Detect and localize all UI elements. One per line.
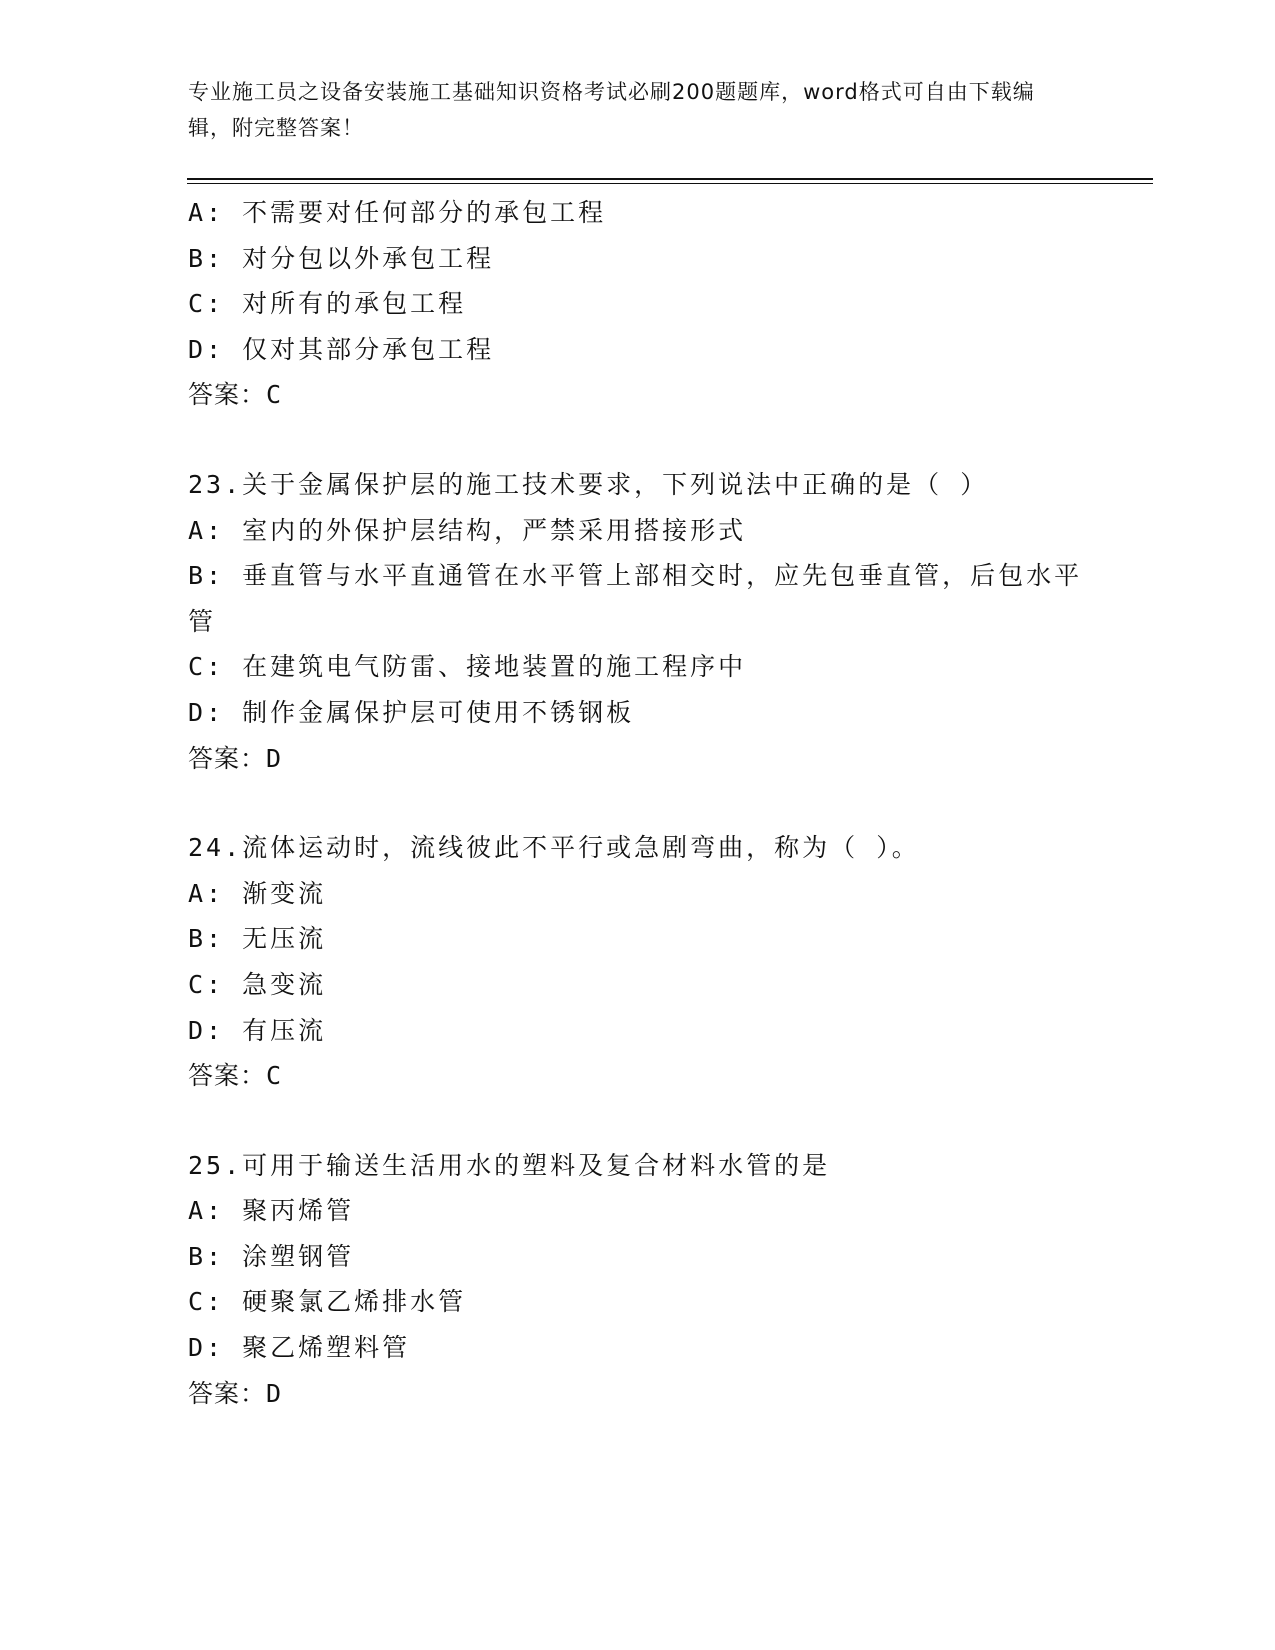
- option-a: [188, 1188, 1088, 1234]
- option-c: [188, 1279, 1088, 1325]
- option-letter: B:: [188, 1241, 225, 1271]
- answer-label: 答案：: [188, 1378, 267, 1408]
- option-a: [188, 508, 1088, 554]
- option-letter: D:: [188, 1015, 225, 1045]
- option-letter: C:: [188, 652, 225, 682]
- question-22: [188, 190, 1088, 418]
- option-letter: D:: [188, 334, 225, 364]
- document-header: 专业施工员之设备安装施工基础知识资格考试必刷200题题库，word格式可自由下载编辑，附完整答案！: [188, 80, 1035, 140]
- option-text: 不需要对任何部分的承包工程: [242, 198, 607, 227]
- question-23: [188, 462, 1088, 781]
- answer-line: [188, 1053, 1088, 1099]
- option-letter: A:: [188, 878, 225, 908]
- option-letter: C:: [188, 289, 225, 319]
- answer-label: 答案：: [188, 380, 267, 410]
- option-c: [188, 281, 1088, 327]
- option-d: [188, 1008, 1088, 1054]
- option-b: [188, 916, 1088, 962]
- option-c: [188, 644, 1088, 690]
- question-stem: 24.流体运动时，流线彼此不平行或急剧弯曲，称为（ ）。: [188, 833, 920, 863]
- option-letter: A:: [188, 515, 225, 545]
- option-letter: C:: [188, 969, 225, 999]
- option-text: 聚乙烯塑料管: [242, 1333, 411, 1363]
- header-divider: [187, 178, 1153, 184]
- option-letter: A:: [188, 1196, 225, 1226]
- option-text: 涂塑钢管: [242, 1241, 355, 1271]
- question-24: [188, 825, 1088, 1099]
- option-letter: D:: [188, 1333, 225, 1363]
- question-stem: 25.可用于输送生活用水的塑料及复合材料水管的是: [188, 1150, 831, 1180]
- option-text: 聚丙烯管: [242, 1196, 355, 1226]
- option-letter: C:: [188, 1287, 225, 1317]
- option-b: [188, 553, 1088, 644]
- answer-value: D: [266, 743, 282, 773]
- spacer: [188, 1099, 1088, 1143]
- answer-value: C: [266, 380, 282, 410]
- option-letter: B:: [188, 924, 225, 954]
- spacer: [188, 418, 1088, 462]
- answer-line: [188, 372, 1088, 418]
- option-letter: B:: [188, 561, 225, 591]
- option-a: [188, 871, 1088, 917]
- option-text: 对所有的承包工程: [242, 289, 467, 319]
- option-text: 渐变流: [242, 878, 327, 908]
- option-text: 垂直管与水平直通管在水平管上部相交时，应先包垂直管，后包水平管: [188, 561, 1083, 636]
- answer-line: [188, 1371, 1088, 1417]
- answer-label: 答案：: [188, 743, 267, 773]
- option-b: [188, 236, 1088, 282]
- option-text: 对分包以外承包工程: [242, 243, 495, 273]
- option-text: 仅对其部分承包工程: [242, 334, 495, 364]
- answer-label: 答案：: [188, 1061, 267, 1091]
- option-letter: A:: [188, 198, 225, 227]
- option-letter: B:: [188, 243, 225, 273]
- option-text: 急变流: [242, 969, 327, 999]
- answer-value: C: [266, 1061, 282, 1091]
- question-list: [188, 190, 1088, 1416]
- option-text: 无压流: [242, 924, 327, 954]
- option-c: [188, 962, 1088, 1008]
- spacer: [188, 781, 1088, 825]
- option-text: 室内的外保护层结构，严禁采用搭接形式: [242, 515, 747, 545]
- answer-value: D: [266, 1378, 282, 1408]
- option-d: [188, 690, 1088, 736]
- option-b: [188, 1234, 1088, 1280]
- option-text: 在建筑电气防雷、接地装置的施工程序中: [242, 652, 747, 682]
- option-text: 硬聚氯乙烯排水管: [242, 1287, 467, 1317]
- option-d: [188, 327, 1088, 373]
- answer-line: [188, 736, 1088, 782]
- question-25: [188, 1143, 1088, 1417]
- option-a: [188, 190, 1088, 236]
- question-stem: 23.关于金属保护层的施工技术要求，下列说法中正确的是（ ）: [188, 469, 989, 499]
- option-text: 有压流: [242, 1015, 327, 1045]
- option-d: [188, 1325, 1088, 1371]
- option-text: 制作金属保护层可使用不锈钢板: [242, 697, 635, 727]
- option-letter: D:: [188, 697, 225, 727]
